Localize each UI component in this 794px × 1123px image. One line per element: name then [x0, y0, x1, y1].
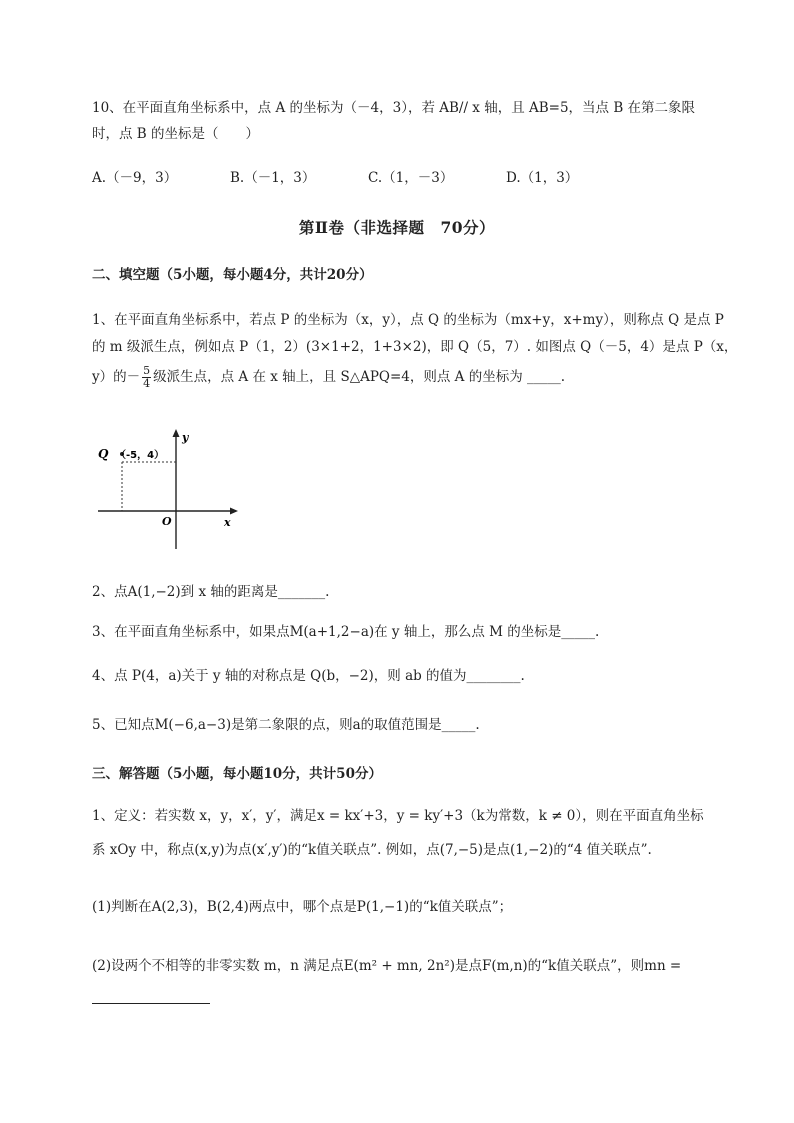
q10-option-c: C.（1，－3） — [368, 170, 454, 186]
x-axis-arrow — [230, 508, 238, 515]
point-q-coords: （-5，4） — [116, 450, 165, 461]
q10-option-a: A.（－9，3） — [92, 170, 178, 186]
fill-q1-line3 — [92, 362, 565, 392]
answer-q1-sub1: (1)判断在A(2,3)，B(2,4)两点中，哪个点是P(1,−1)的“k值关联点”； — [92, 899, 513, 915]
part2-title: 第Ⅱ卷（非选择题 70分） — [298, 218, 496, 237]
answer-q1-line1: 1、定义：若实数 x，y，x′，y′，满足x = kx′+3，y = ky′+3（k为常数，k ≠ 0），则在平面直角坐标 — [92, 808, 704, 824]
fraction-numerator: 5 — [143, 364, 151, 377]
point-q-label: Q — [98, 447, 109, 461]
q10-stem-line2: 时，点 B 的坐标是（ ） — [92, 126, 260, 142]
coordinate-figure — [96, 425, 246, 553]
y-axis-arrow — [173, 429, 180, 437]
coordinate-figure-svg — [96, 425, 246, 553]
q10-option-b: B.（－1，3） — [230, 170, 316, 186]
fill-q4: 4、点 P(4，a)关于 y 轴的对称点是 Q(b，−2)，则 ab 的值为________. — [92, 668, 525, 684]
fraction-denominator: 4 — [143, 377, 151, 390]
x-axis-label: x — [224, 516, 231, 529]
fill-q2: 2、点A(1,−2)到 x 轴的距离是_______. — [92, 584, 330, 600]
fraction-5-4 — [142, 365, 151, 390]
q10-option-d: D.（1，3） — [506, 170, 579, 186]
fill-section-heading: 二、填空题（5小题，每小题4分，共计20分） — [92, 267, 373, 283]
fill-q1-line3-pre: y）的－ — [92, 369, 141, 385]
fill-q1-line1: 1、在平面直角坐标系中，若点 P 的坐标为（x，y），点 Q 的坐标为（mx+y，x+my），则称点 Q 是点 P — [92, 312, 724, 328]
fill-q5: 5、已知点M(−6,a−3)是第二象限的点，则a的取值范围是_____. — [92, 717, 480, 733]
fill-q1-line2: 的 m 级派生点，例如点 P（1，2）(3×1+2，1+3×2)，即 Q（5，7）. 如图点 Q（－5，4）是点 P（x， — [92, 339, 738, 355]
origin-label: O — [162, 515, 172, 528]
answer-q1-line2: 系 xOy 中，称点(x,y)为点(x′,y′)的“k值关联点”. 例如，点(7,−5)是点(1,−2)的“4 值关联点”. — [92, 842, 652, 858]
q10-stem-line1: 10、在平面直角坐标系中，点 A 的坐标为（－4，3），若 AB// x 轴，且 AB=5，当点 B 在第二象限 — [92, 100, 696, 116]
fill-q3: 3、在平面直角坐标系中，如果点M(a+1,2−a)在 y 轴上，那么点 M 的坐标是_____. — [92, 624, 600, 640]
answer-section-heading: 三、解答题（5小题，每小题10分，共计50分） — [92, 766, 382, 782]
answer-blank-line — [92, 1003, 210, 1004]
fill-q1-line3-post: 级派生点，点 A 在 x 轴上，且 S△APQ=4，则点 A 的坐标为 _____. — [153, 369, 566, 385]
y-axis-label: y — [182, 431, 189, 444]
answer-q1-sub2: (2)设两个不相等的非零实数 m，n 满足点E(m² + mn, 2n²)是点F(m,n)的“k值关联点”，则mn = — [92, 958, 682, 974]
